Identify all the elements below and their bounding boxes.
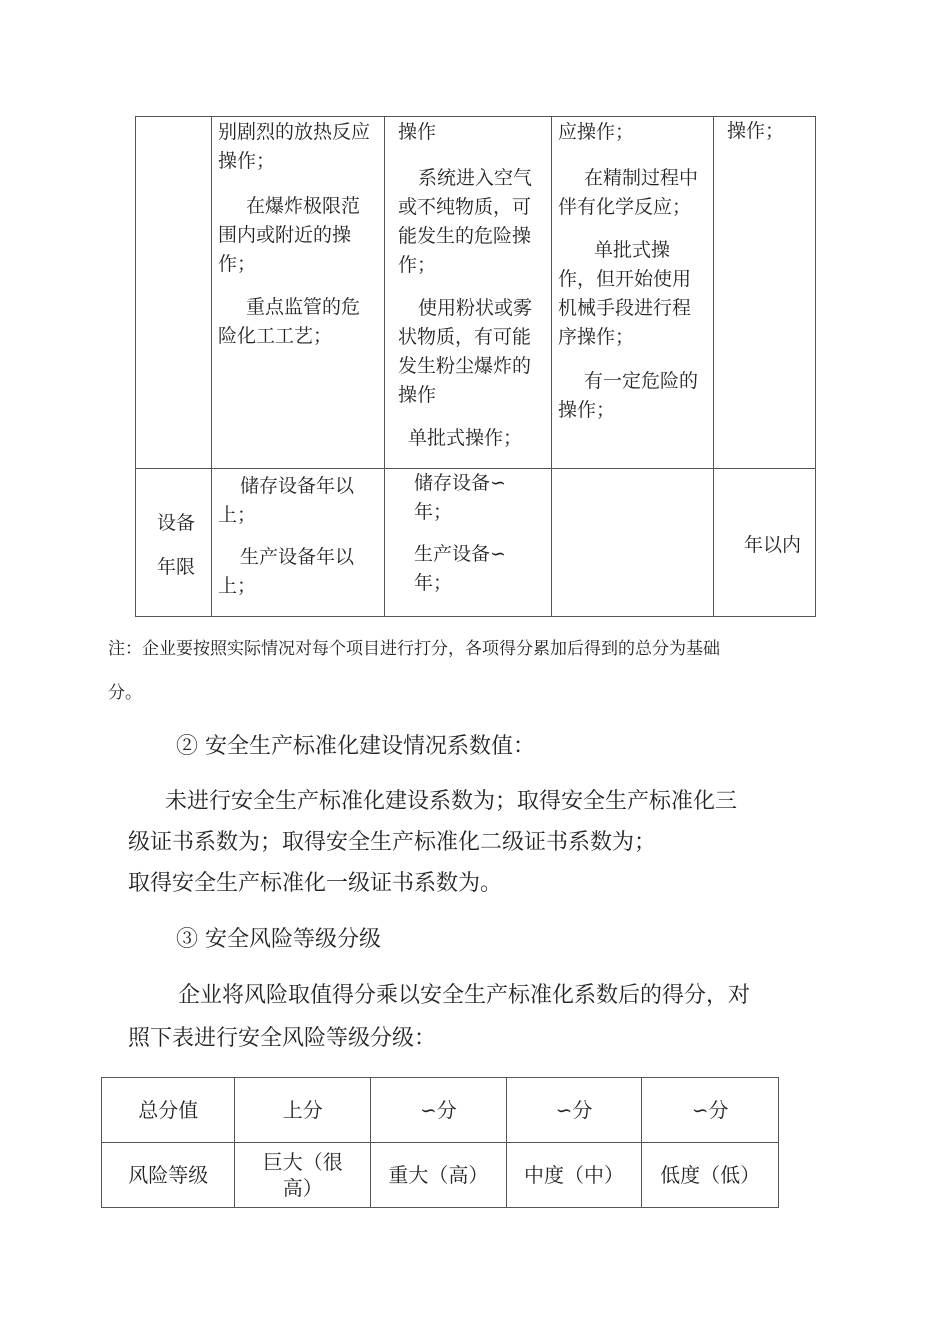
table-header-cell: 风险等级 bbox=[102, 1143, 235, 1208]
table-cell-text: 有一定危险的 bbox=[584, 370, 699, 392]
table-cell-text: 在爆炸极限范 bbox=[246, 195, 361, 217]
table-cell-text: 状物质，有可能 bbox=[398, 326, 532, 348]
cell-line: 巨大（很 bbox=[262, 1150, 343, 1174]
table-cell-text: 操作； bbox=[558, 399, 616, 421]
risk-level-table bbox=[101, 1077, 779, 1208]
row-label: 设备 bbox=[157, 512, 196, 534]
table-cell-text: 年以内 bbox=[744, 534, 802, 556]
table-cell-text: 操作 bbox=[398, 121, 437, 143]
table-cell-text: 生产设备∽ bbox=[414, 543, 506, 565]
table-cell: 重大（高） bbox=[371, 1143, 507, 1208]
table-cell-text: 使用粉状或雾 bbox=[418, 297, 533, 319]
table-cell: 低度（低） bbox=[642, 1143, 779, 1208]
table-cell: ∽分 bbox=[371, 1078, 507, 1143]
table-cell-text: 储存设备∽ bbox=[414, 472, 506, 494]
table-cell: 中度（中） bbox=[506, 1143, 642, 1208]
table-cell-text: 险化工工艺； bbox=[218, 325, 333, 347]
table-cell-text: 重点监管的危 bbox=[246, 296, 361, 318]
table-cell-text: 年； bbox=[414, 572, 453, 594]
table-cell bbox=[235, 1143, 371, 1208]
paragraph-line: 照下表进行安全风险等级分级： bbox=[128, 1026, 437, 1051]
table-note-continuation: 分。 bbox=[108, 683, 142, 703]
paragraph-line: 取得安全生产标准化一级证书系数为。 bbox=[128, 871, 503, 896]
table-cell: ∽分 bbox=[642, 1078, 779, 1143]
table-cell: 上分 bbox=[235, 1078, 371, 1143]
table-cell-text: 单批式操作； bbox=[408, 427, 523, 449]
table-cell-text: 储存设备年以 bbox=[240, 475, 355, 497]
table-cell-text: 在精制过程中 bbox=[584, 167, 699, 189]
section-heading: ② 安全生产标准化建设情况系数值： bbox=[176, 734, 535, 759]
table-cell-text: 别剧烈的放热反应 bbox=[218, 121, 371, 143]
table-cell-text: 作，但开始使用 bbox=[558, 268, 692, 290]
table-cell-text: 作； bbox=[218, 253, 257, 275]
table-cell-text: 作； bbox=[398, 254, 437, 276]
table-cell-text: 年； bbox=[414, 501, 453, 523]
table-note: 注：企业要按照实际情况对每个项目进行打分，各项得分累加后得到的总分为基础 bbox=[108, 639, 720, 659]
table-cell-text: 能发生的危险操 bbox=[398, 225, 532, 247]
cell-line: 高） bbox=[282, 1176, 323, 1200]
table-cell-text: 操作； bbox=[727, 120, 785, 142]
row-label: 年限 bbox=[157, 556, 196, 578]
table-cell-text: 序操作； bbox=[558, 326, 635, 348]
table-cell-text: 上； bbox=[218, 504, 257, 526]
table-cell: ∽分 bbox=[506, 1078, 642, 1143]
table-cell-text: 生产设备年以 bbox=[240, 546, 355, 568]
table-cell-text: 机械手段进行程 bbox=[558, 297, 692, 319]
table-cell-text: 发生粉尘爆炸的 bbox=[398, 355, 532, 377]
table-cell-text: 伴有化学反应； bbox=[558, 196, 692, 218]
table-cell-text: 操作 bbox=[398, 384, 437, 406]
table-cell-text: 围内或附近的操 bbox=[218, 224, 352, 246]
paragraph-line: 未进行安全生产标准化建设系数为；取得安全生产标准化三 bbox=[165, 789, 738, 814]
table-cell-text: 上； bbox=[218, 575, 257, 597]
table-header-cell: 总分值 bbox=[102, 1078, 235, 1143]
table-cell-text: 系统进入空气 bbox=[418, 167, 533, 189]
table-cell-text: 应操作； bbox=[558, 121, 635, 143]
paragraph-line: 企业将风险取值得分乘以安全生产标准化系数后的得分，对 bbox=[178, 983, 751, 1008]
table-cell-text: 或不纯物质，可 bbox=[398, 196, 532, 218]
table-cell-text: 单批式操 bbox=[594, 239, 671, 261]
paragraph-line: 级证书系数为；取得安全生产标准化二级证书系数为； bbox=[128, 830, 657, 855]
section-heading: ③ 安全风险等级分级 bbox=[176, 927, 381, 952]
table-cell-text: 操作； bbox=[218, 150, 276, 172]
